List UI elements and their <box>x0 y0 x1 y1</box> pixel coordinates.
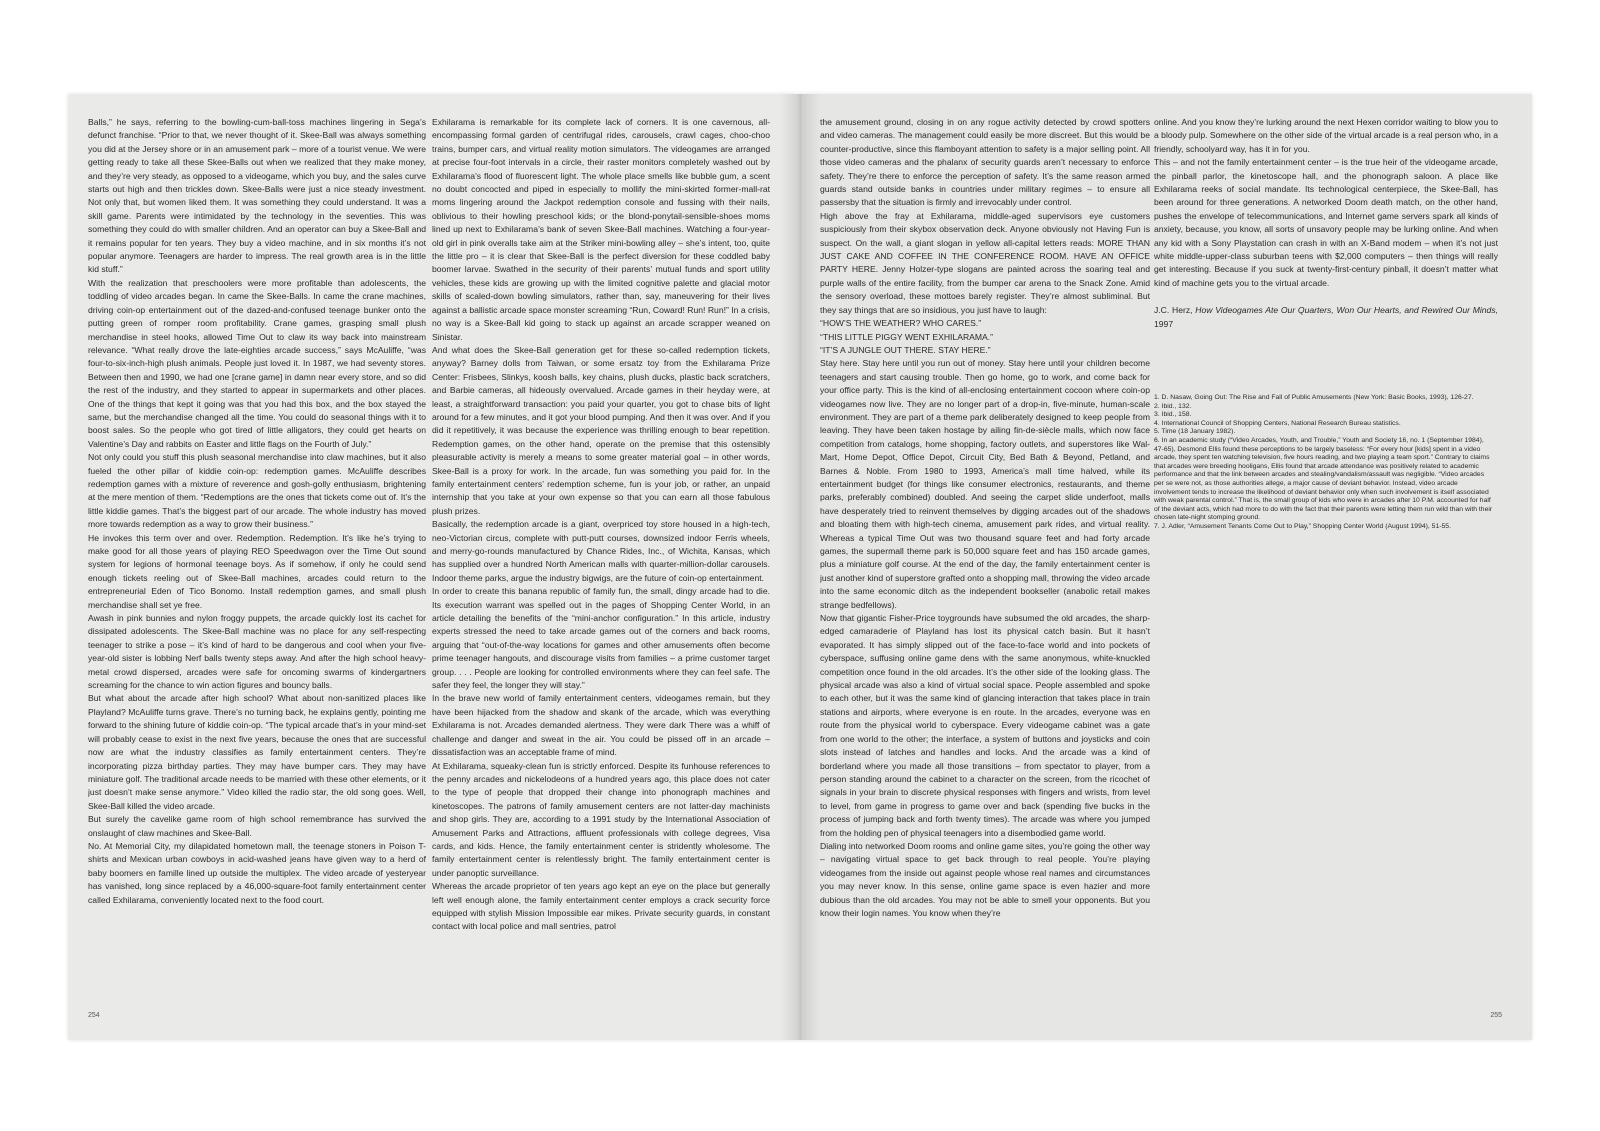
left-column <box>820 116 1150 1031</box>
paragraph: With the realization that preschoolers were more profitable than adolescents, the toddling of video arcades began. In came the Skee-Balls. In came the crane machines, driving coin-op entertainment out of the dazed-and-confused teenage bunker onto the putting green of romper room profitability. Crane games, grasping small plush merchandise in steel hooks, allowed Time Out to claw its way back into mainstream relevance. “What really drove the late-eighties arcade success,” says McAuliffe, “was four-to-six-inch-high plush animals. People just loved it. In 1987, we had seventy stores. Between then and 1990, we had one [crane game] in damn near every store, and so did the rest of the industry, and they started to appear in supermarkets and other places. One of the things that kept it going was that you had this box, and the box stayed the same, but the merchandise changed all the time. You could do seasonal things with it to boost sales. So the people who got tired of little alligators, they could get hearts on Valentine’s Day and rabbits on Easter and little flags on the Fourth of July.” <box>88 277 426 449</box>
right-page <box>800 94 1532 1040</box>
paragraph: Not only could you stuff this plush seasonal merchandise into claw machines, but it also fueled the other pillar of kiddie coin-op: redemption games. McAuliffe describes redemption games with a mixture of reverence and gosh-golly enthusiasm, brightening at the mere mention of them. “Redemptions are the ones that tickets come out of. It’s the little kiddie games. That’s the biggest part of our arcade. The whole industry has moved more towards redemption as a way to grow their business.” <box>88 452 426 530</box>
paragraph: At Exhilarama, squeaky-clean fun is strictly enforced. Despite its funhouse references to the penny arcades and nickelodeons of a hundred years ago, this place does not cater to the type of people that dropped their change into phonograph machines and kinetoscopes. The patrons of family amusement centers are not latter-day machinists and shop girls. They are, according to a 1991 study by the International Association of Amusement Parks and Attractions, affluent professionals with college degrees, Visa cards, and kids. Hence, the family entertainment center is stridently wholesome. The family entertainment center is relentlessly bright. The family entertainment center is under panoptic surveillance. <box>432 760 770 878</box>
paragraph: Balls,” he says, referring to the bowling-cum-ball-toss machines lingering in Sega’s defunct franchise. “Prior to that, we never thought of it. Skee-Ball was always something you did at the Jersey shore or in an amusement park – more of a tourist venue. We were getting ready to take all these Skee-Balls out when we realized that they make money, and they’re very steady, as opposed to a videogame, which you buy, and the sales curve starts out high and then trickles down. Skee-Balls were just a nice steady investment. Not only that, but women liked them. It was something they could understand. It was a skill game. Parents were intimidated by the technology in the seventies. This was something they could do with smaller children. And an operator can buy a Skee-Ball and it remains popular for ten years. They buy a video machine, and in six months it’s not popular anymore. Teenagers are harder to impress. The real growth area is in the little kid stuff.” <box>88 117 426 275</box>
paragraph: Dialing into networked Doom rooms and online game sites, you’re going the other way – navigating virtual space to get back through to real people. You’re playing videogames from the inside out against people whose real names and circumstances you may never know. In this sense, online game space is even hazier and more dubious than the old arcades. You may not be able to smell your opponents. But you know their login names. You know when they’re <box>820 840 1150 918</box>
citation-author: J.C. Herz, <box>1154 305 1193 316</box>
footnote: 7. J. Adler, “Amusement Tenants Come Out to Play,” Shopping Center World (August 1994), 51-55. <box>1154 522 1451 530</box>
footnote: 6. In an academic study (“Video Arcades, Youth, and Trouble,” Youth and Society 16, no. 1 (September 1984), 47-65), Desmond Ellis found these perceptions to be largely baseless: “For every hour [kids] spent in a video arcade, they spent ten watching television, five hours reading, and two playing a team sport.” Contrary to claims that arcades were breeding hooligans, Ellis found that arcade attendance was positively related to academic performance and that the link between arcades and stealing/vandalism/assault was negligible. “Video arcades per se were not, as those authorities allege, a major cause of deviant behavior. Instead, video arcade involvement tends to increase the likelihood of deviant behavior only when such involvement is itself associated with weak parental control.” That is, the small group of kids who were in arcades after 10 P.M. accounted for half of the deviant acts, which had more to do with the fact that their parents were letting them run wild than with their chosen late-night stomping ground. <box>1154 436 1493 522</box>
paragraph: Basically, the redemption arcade is a giant, overpriced toy store housed in a high-tech, neo-Victorian circus, complete with putt-putt courses, downsized indoor Ferris wheels, and merry-go-rounds manufactured by Chance Rides, Inc., of Wichita, Kansas, which has supplied over a hundred North American malls with quarter-million-dollar carousels. Indoor theme parks, argue the industry bigwigs, are the future of coin-op entertainment. <box>432 519 770 583</box>
footnote: 5. Time (18 January 1982). <box>1154 428 1236 436</box>
paragraph: Now that gigantic Fisher-Price toygrounds have subsumed the old arcades, the sharp-edged camaraderie of Playland has lost its physical catch basin. But it hasn’t evaporated. It has simply slipped out of the face-to-face world and into pockets of cyberspace, suffusing online game dens with the same anonymous, white-knuckled competition once found in the old arcades. It’s the other side of the looking glass. The physical arcade was also a kind of virtual social space. People assembled and spoke to each other, but it was the same kind of glancing interaction that takes place in train stations and airports, where everyone is en route. In the arcades, everyone was en route from the physical world to cyberspace. Every videogame cabinet was a gate from one world to the other; the interface, a system of buttons and joysticks and coin slots instead of latches and handles and locks. And the arcade was a kind of borderland where you made all those transitions – from spectator to player, from a person standing around the cabinet to a character on the screen, from the ricochet of signals in your brain to discrete physical responses with fingers and wrists, from level to level, from game in progress to game over and back (spending five bucks in the process of jumping back and forth twenty times). The arcade was where you jumped from the holding pen of physical teenagers into a disembodied game world. <box>820 613 1150 838</box>
left-page <box>68 94 800 1040</box>
slogan: “HOW’S THE WEATHER? WHO CARES.” <box>820 318 982 329</box>
paragraph: But what about the arcade after high school? What about non-sanitized places like Playland? McAuliffe turns grave. There’s no turning back, he explains gently, pointing me forward to the shining future of kiddie coin-op. “The typical arcade that’s in your mind-set will probably cease to exist in the next five years, because the ones that are successful now are what the industry classifies as family entertainment centers. They’re incorporating pizza birthday parties. They may have bumper cars. They may have miniature golf. The traditional arcade needs to be married with these other elements, or it just doesn’t make sense anymore.” Video killed the radio star, the old song goes. Well, Skee-Ball killed the video arcade. <box>88 693 426 811</box>
paragraph: In the brave new world of family entertainment centers, videogames remain, but they have been hijacked from the shadow and skank of the arcade, which was everything Exhilarama is not. Arcades demanded alertness. They were dark There was a whiff of challenge and danger and sweat in the air. You could be pissed off in an arcade – dissatisfaction was an acceptable frame of mind. <box>432 693 770 758</box>
paragraph: He invokes this term over and over. Redemption. Redemption. It’s like he’s trying to make good for all those years of playing REO Speedwagon over the Time Out sound system for legions of hormonal teenage boys. As if somehow, if only he could send enough tickets reeling out of Skee-Ball machines, arcades could return to the entrepreneurial Eden of Tico Bonomo. Install redemption games, and small plush merchandise shall set ye free. <box>88 532 426 610</box>
right-column <box>432 116 770 1031</box>
right-column <box>1154 116 1498 416</box>
page-number: 254 <box>88 1012 100 1019</box>
footnote: 3. Ibid., 158. <box>1154 411 1192 419</box>
page-number: 255 <box>1490 1012 1502 1019</box>
left-column <box>88 116 426 1006</box>
footnote: 1. D. Nasaw, Going Out: The Rise and Fall of Public Amusements (New York: Basic Books, 1993), 126-27. <box>1154 394 1474 401</box>
slogan: “IT’S A JUNGLE OUT THERE. STAY HERE.” <box>820 344 991 355</box>
paragraph: No. At Memorial City, my dilapidated hometown mall, the teenage stoners in Poison T-shirts and Mexican urban cowboys in acid-washed jeans have given way to a herd of baby boomers en famille lined up outside the multiplex. The video arcade of yesteryear has vanished, long since replaced by a 46,000-square-foot family entertainment center called Exhilarama, conveniently located next to the food court. <box>88 840 426 905</box>
footnotes <box>1154 394 1494 532</box>
slogan: “THIS LITTLE PIGGY WENT EXHILARAMA.” <box>820 331 994 342</box>
footnote: 2. Ibid., 132. <box>1154 402 1192 410</box>
paragraph: High above the fray at Exhilarama, middle-aged supervisors eye customers suspiciously from their skybox observation deck. Anyone obviously not Having Fun is suspect. On the wall, a giant slogan in yellow all-capital letters reads: MORE THAN JUST CAKE AND COFFEE IN THE CONFERENCE ROOM. HAVE AN OFFICE PARTY HERE. Jenny Holzer-type slogans are painted across the soaring teal and purple walls of the entire facility, from the bumper car arena to the Snack Zone. Amid the sensory overload, these mottoes barely register. They’re almost subliminal. But they say things that are so insidious, you just have to laugh: <box>820 210 1150 315</box>
footnote: 4. International Council of Shopping Centers, National Research Bureau statistics. <box>1154 419 1401 427</box>
paragraph: online. And you know they’re lurking around the next Hexen corridor waiting to blow you to a bloody pulp. Somewhere on the other side of the virtual arcade is a real person who, in a friendly, schoolyard way, has it in for you. <box>1154 117 1498 154</box>
paragraph: This – and not the family entertainment center – is the true heir of the videogame arcade, the pinball parlor, the kinetoscope hall, and the phonograph saloon. A place like Exhilarama reeks of social mandate. Its technological centerpiece, the Skee-Ball, has been around for three generations. A networked Doom death match, on the other hand, pushes the envelope of telecommunications, and Internet game servers spark all kinds of anxiety, because, you know, all sorts of unsavory people may be lurking online. And when any kid with a Sony Playstation can crash in with an X-Band modem – when it’s not just white middle-upper-class suburban teens with $2,000 computers – then things will really get interesting. Because if you suck at twenty-first-century pinball, it doesn’t matter what kind of machine gets you to the virtual arcade. <box>1154 157 1498 288</box>
paragraph: Awash in pink bunnies and nylon froggy puppets, the arcade quickly lost its cachet for dissipated adolescents. The Skee-Ball machine was no place for any self-respecting teenager to strike a pose – it’s kind of hard to be dangerous and cool when your five-year-old sister is lobbing Nerf balls twenty steps away. And after the high school heavy-metal crowd dispersed, arcades were safe for oncoming swarms of kindergartners screaming for the chance to win action figures and bouncy balls. <box>88 613 426 691</box>
paragraph: In order to create this banana republic of family fun, the small, dingy arcade had to die. Its execution warrant was spelled out in the pages of Shopping Center World, in an article detailing the benefits of the “mini-anchor configuration.” In this article, industry experts stressed the need to take arcade games out of the corners and back rooms, arguing that “out-of-the-way locations for games and other amusements often become prime teenager hangouts, and discourage visits from families – a prime customer target group. . . . People are looking for controlled environments where they can feel safe. The safer they feel, the longer they will stay.” <box>432 586 770 691</box>
citation-year: 1997 <box>1154 318 1174 329</box>
paragraph: And what does the Skee-Ball generation get for these so-called redemption tickets, anyway? Barney dolls from Taiwan, or some ersatz toy from the Exhilarama Prize Center: Frisbees, Slinkys, koosh balls, key chains, plush ducks, plastic back scratchers, and Barbie cameras, all hideously overvalued. Arcade games in their heyday were, at least, a straightforward transaction: you paid your quarter, you got to chase bits of light around for a few minutes, and it got your blood pumping. And then it was over. And if you did it repetitively, it was because the experience was thrilling enough to bear repetition. Redemption games, on the other hand, operate on the premise that this ostensibly pleasurable activity is merely a means to some greater material goal – in other words, Skee-Ball is a proxy for work. In the arcade, fun was something you paid for. In the family entertainment centers’ redemption scheme, fun is your job, or rather, an unpaid internship that you take at your own expense so that you can earn all those fabulous plush prizes. <box>432 344 770 516</box>
source-citation <box>1154 304 1498 331</box>
citation-title: How Videogames Ate Our Quarters, Won Our Hearts, and Rewired Our Minds, <box>1195 305 1498 316</box>
paragraph: Exhilarama is remarkable for its complete lack of corners. It is one cavernous, all-encompassing formal garden of centrifugal rides, carousels, crawl cages, choo-choo trains, bumper cars, and virtual reality motion simulators. The videogames are arranged at precise four-foot intervals in a circle, their raster monitors completely washed out by Exhilarama’s flood of fluorescent light. The whole place smells like bubble gum, a scent no doubt concocted and piped in especially to mollify the mini-skirted former-mall-rat moms lingering around the Jackpot redemption console and fussing with their nails, oblivious to their howling preschool kids; or the blond-ponytail-sensible-shoes moms lined up next to Exhilarama’s bank of seven Skee-Ball machines. Watching a four-year-old girl in pink overalls take aim at the Striker mini-bowling alley – she’s intent, too, quite the little pro – it is clear that Skee-Ball is the perfect diversion for these coddled baby boomer larvae. Swathed in the security of their parents’ mutual funds and sport utility vehicles, these kids are growing up with the limited cognitive palette and glacial motor skills of scaled-down bowling simulators, rather than, say, maneuvering for their lives against a ballistic arcade space monster screaming “Run, Coward! Run! Run!” In a crisis, no way is a Skee-Ball kid going to stack up against an arcade scrapper weaned on Sinistar. <box>432 117 770 342</box>
paragraph: the amusement ground, closing in on any rogue activity detected by crowd spotters and video cameras. The management could easily be more discreet. But this would be counter-productive, since this flamboyant attention to safety is a major selling point. All those video cameras and the phalanx of security guards aren’t necessary to enforce safety. They’re there to enforce the perception of safety. It’s the same reason armed guards stand outside banks in countries under military regimes – to ensure all passersby that the situation is firmly and irrevocably under control. <box>820 117 1150 208</box>
paragraph: Stay here. Stay here until you run out of money. Stay here until your children become teenagers and start causing trouble. Then go home, go to work, and come back for your office party. This is the kind of all-enclosing entertainment cocoon where coin-op videogames now live. They are no longer part of a drop-in, five-minute, human-scale environment. They are part of a theme park deliberately designed to keep people from leaving. They have been taken hostage by ailing fin-de-siècle malls, which now face competition from catalogs, home shopping, factory outlets, and superstores like Wal-Mart, Home Depot, Office Depot, Circuit City, Bed Bath & Beyond, Petland, and Barnes & Noble. From 1980 to 1993, America’s mall time halved, while its entertainment budget (for things like consumer electronics, restaurants, and theme parks, preferably combined) doubled. And seeing the carpet slide underfoot, malls have desperately tried to reinvent themselves by digging arcades out of the shadows and bloating them with high-tech cinema, amusement park rides, and virtual reality. Whereas a typical Time Out was two thousand square feet and had forty arcade games, the supermall theme park is 50,000 square feet and has 150 arcade games, plus a miniature golf course. At the end of the day, the family entertainment center is just another kind of superstore grafted onto a shopping mall, throwing the video arcade into the same economic ditch as the independent bookseller (anabolic retail makes strange bedfellows). <box>820 358 1150 610</box>
paragraph: Whereas the arcade proprietor of ten years ago kept an eye on the place but generally left well enough alone, the family entertainment center employs a crack security force equipped with stylish Mission Impossible ear mikes. Private security guards, in constant contact with local police and mall sentries, patrol <box>432 881 770 932</box>
paragraph: But surely the cavelike game room of high school remembrance has survived the onslaught of claw machines and Skee-Ball. <box>88 814 426 838</box>
book-spread <box>68 94 1532 1040</box>
